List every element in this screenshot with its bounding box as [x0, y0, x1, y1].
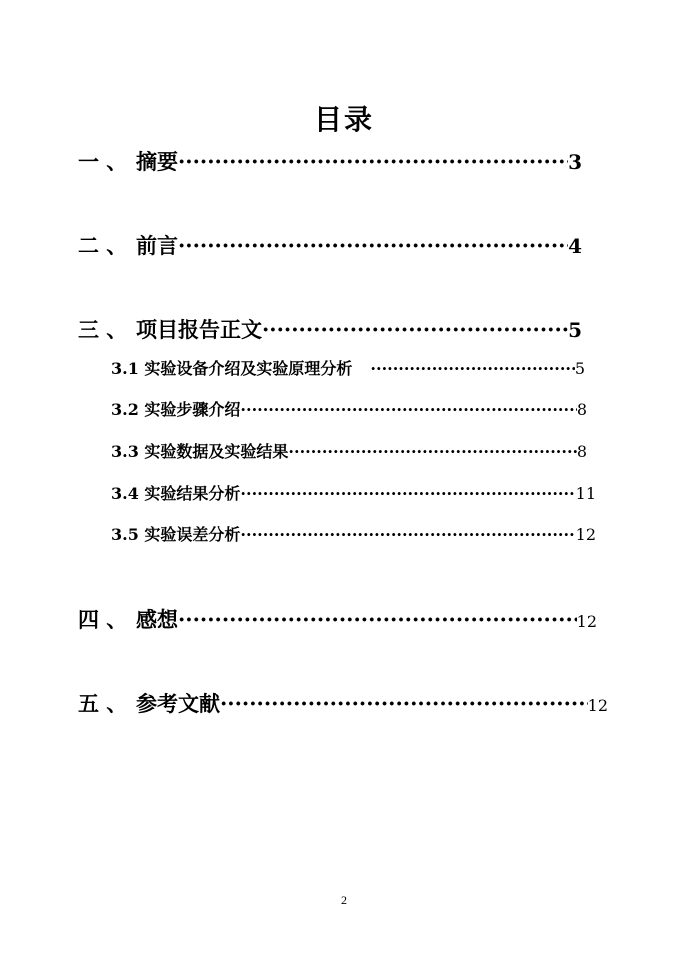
footer-page-number: 2 [341, 893, 347, 907]
dot-leader [370, 359, 574, 378]
dot-leader [240, 400, 576, 419]
dot-leader [178, 233, 568, 258]
page-number: 8 [576, 400, 587, 419]
section-title: 摘要 [136, 149, 178, 174]
page-number: 11 [575, 484, 596, 503]
toc-entry-3-4[interactable] [111, 481, 596, 504]
section-title: 感想 [136, 607, 178, 632]
section-number: 五 、 [78, 691, 128, 716]
toc-entry-3-2[interactable] [111, 397, 587, 420]
page-number: 4 [568, 234, 582, 258]
section-number: 一 、 [78, 149, 128, 174]
toc-entry-3-1[interactable] [111, 356, 585, 379]
page-number: 3 [568, 150, 582, 174]
section-number: 二 、 [78, 233, 128, 258]
toc-title: 目录 [313, 103, 374, 136]
section-title: 前言 [136, 233, 178, 258]
page-number: 8 [576, 442, 587, 461]
toc-entry-abstract[interactable] [78, 146, 582, 176]
subsection-title: 3.5 实验误差分析 [111, 525, 241, 544]
dot-leader [262, 317, 568, 342]
dot-leader [240, 484, 575, 503]
toc-entry-main-body[interactable] [78, 314, 582, 344]
dot-leader [288, 442, 576, 461]
subsection-title: 3.3 实验数据及实验结果 [111, 442, 289, 461]
page-number: 12 [576, 612, 597, 631]
dot-leader [220, 691, 588, 716]
toc-entry-reflections[interactable] [78, 604, 597, 634]
section-number: 四 、 [78, 607, 128, 632]
subsection-title: 3.4 实验结果分析 [111, 484, 241, 503]
section-number: 三 、 [78, 317, 128, 342]
toc-entry-3-5[interactable] [111, 522, 596, 545]
dot-leader [178, 149, 568, 174]
dot-leader [178, 607, 577, 632]
page-number: 5 [574, 359, 585, 378]
section-title: 参考文献 [136, 691, 220, 716]
toc-entry-preface[interactable] [78, 230, 582, 260]
page-number: 5 [568, 318, 582, 342]
dot-leader [240, 525, 575, 544]
page-number: 12 [587, 696, 608, 715]
subsection-title: 3.2 实验步骤介绍 [111, 400, 241, 419]
section-title: 项目报告正文 [136, 317, 262, 342]
subsection-title: 3.1 实验设备介绍及实验原理分析 [111, 359, 353, 378]
toc-entry-3-3[interactable] [111, 439, 587, 462]
page-number: 12 [575, 525, 596, 544]
toc-entry-references[interactable] [78, 688, 608, 718]
